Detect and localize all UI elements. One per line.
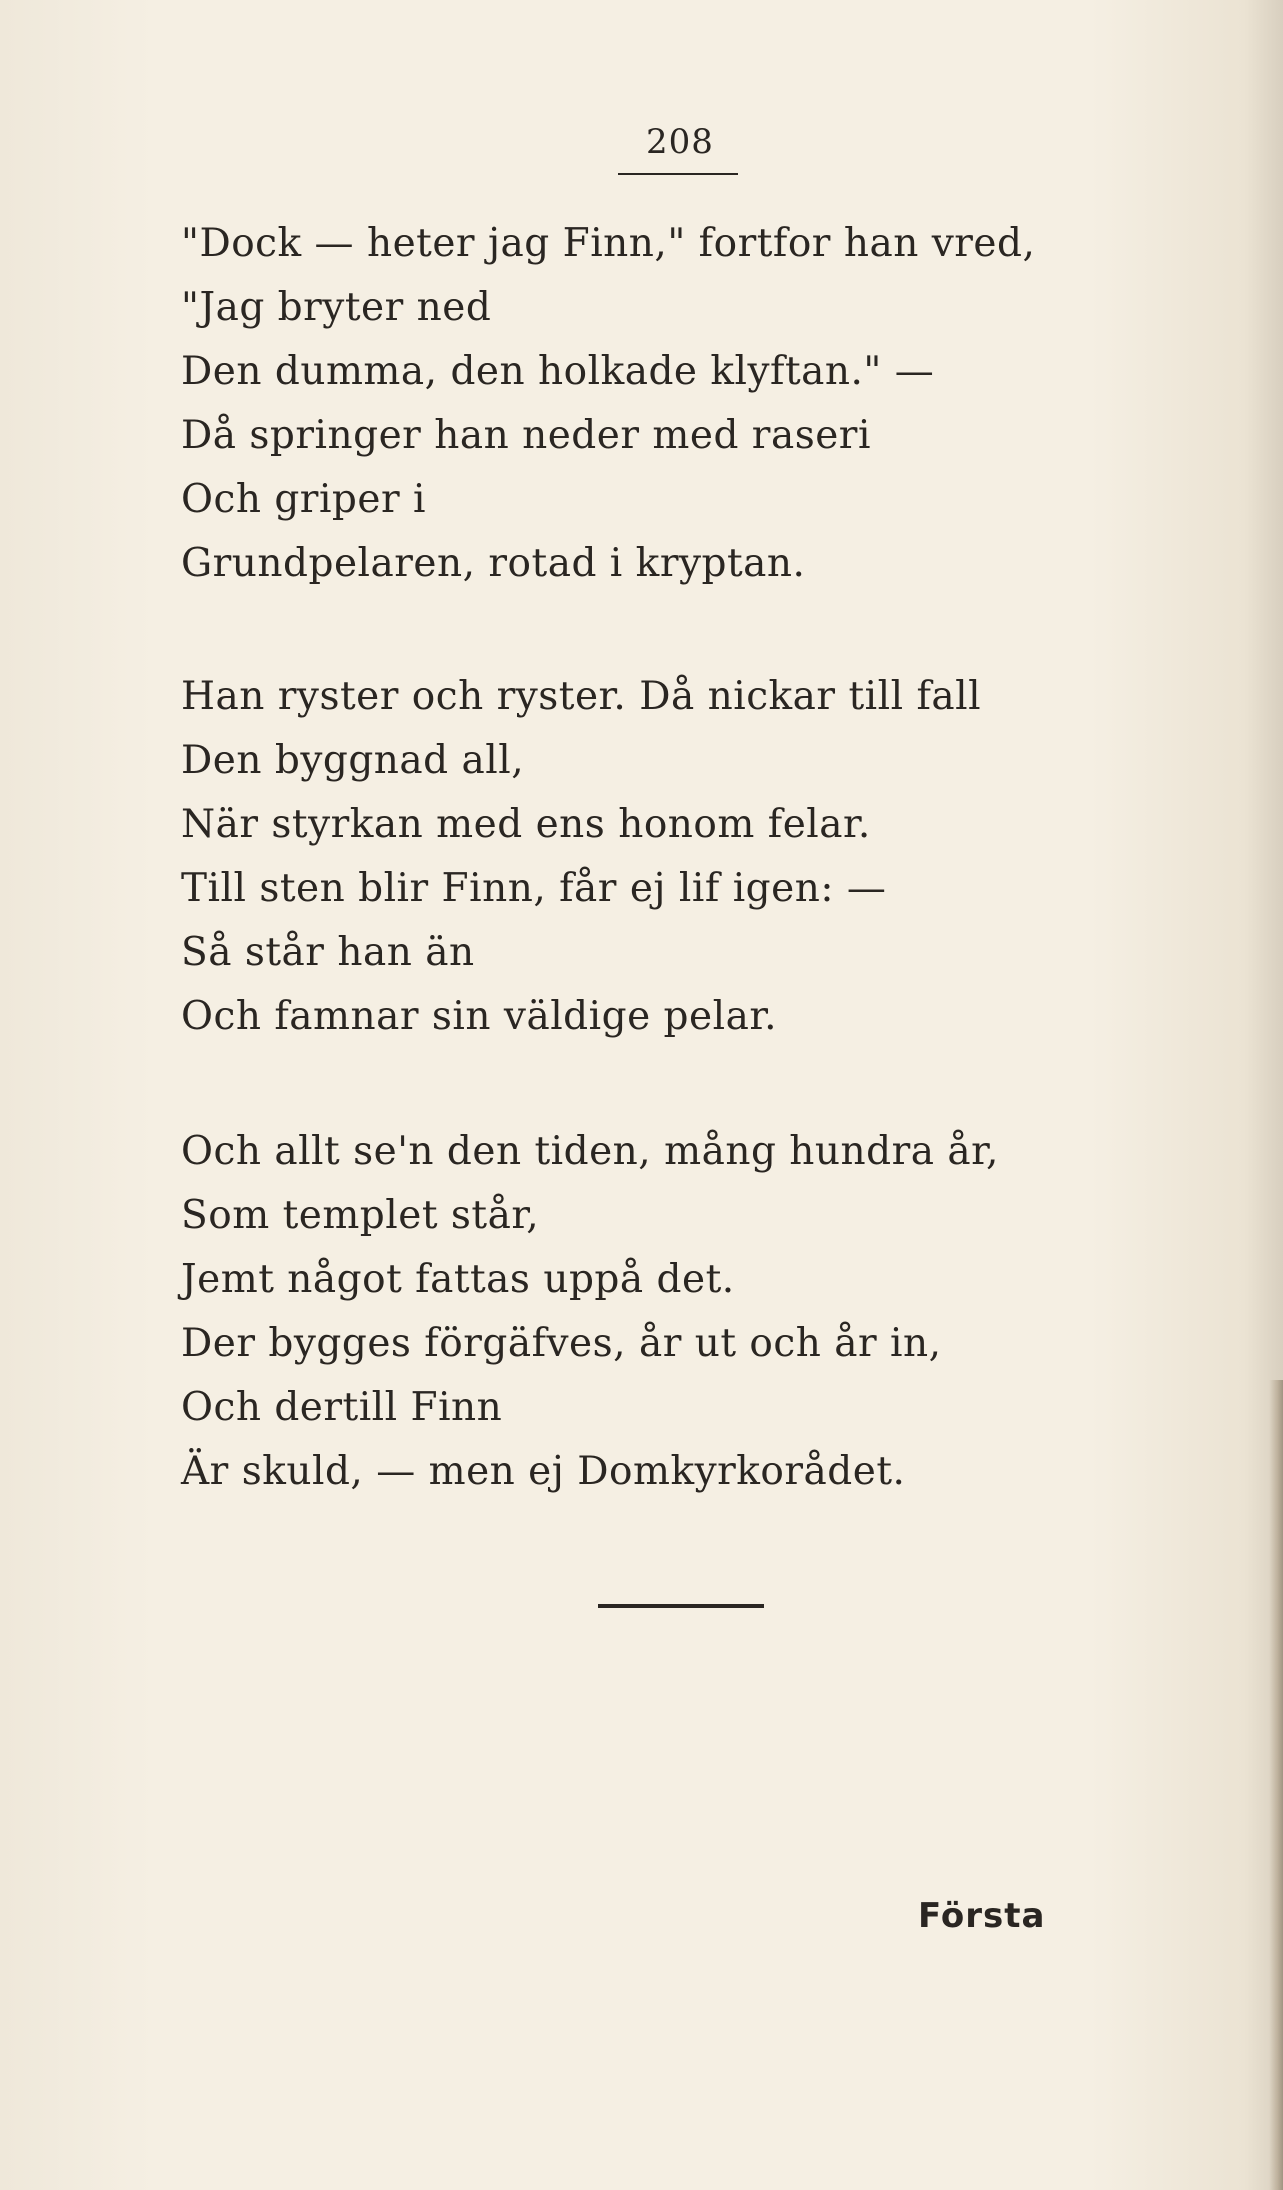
- page-edge-shadow: [1269, 1380, 1283, 2190]
- catchword: Första: [918, 1896, 1046, 1936]
- verse-line: Och famnar sin väldige pelar.: [181, 994, 778, 1039]
- verse-line: Den dumma, den holkade klyftan." —: [181, 349, 935, 394]
- section-end-rule: [598, 1604, 764, 1608]
- page-number-rule: [618, 173, 738, 175]
- verse-line: "Dock — heter jag Finn," fortfor han vred,: [181, 221, 1036, 266]
- verse-line: Och griper i: [181, 477, 426, 522]
- verse-line: Till sten blir Finn, får ej lif igen: —: [181, 866, 887, 911]
- page-number: 208: [646, 122, 714, 162]
- verse-line: Som templet står,: [181, 1193, 540, 1238]
- verse-line: Grundpelaren, rotad i kryptan.: [181, 541, 806, 586]
- verse-line: Är skuld, — men ej Domkyrkorådet.: [181, 1449, 906, 1494]
- verse-line: Och allt se'n den tiden, mång hundra år,: [181, 1129, 999, 1174]
- stanza-1: [181, 212, 1181, 596]
- verse-line: Den byggnad all,: [181, 738, 525, 783]
- verse-line: Då springer han neder med raseri: [181, 413, 871, 458]
- stanza-2: [181, 665, 1181, 1049]
- verse-line: Han ryster och ryster. Då nickar till fall: [181, 674, 982, 719]
- verse-line: Jemt något fattas uppå det.: [181, 1257, 735, 1302]
- verse-line: Och dertill Finn: [181, 1385, 503, 1430]
- verse-line: Der bygges förgäfves, år ut och år in,: [181, 1321, 942, 1366]
- stanza-3: [181, 1120, 1181, 1504]
- verse-line: Så står han än: [181, 930, 475, 975]
- verse-line: När styrkan med ens honom felar.: [181, 802, 871, 847]
- verse-line: "Jag bryter ned: [181, 285, 492, 330]
